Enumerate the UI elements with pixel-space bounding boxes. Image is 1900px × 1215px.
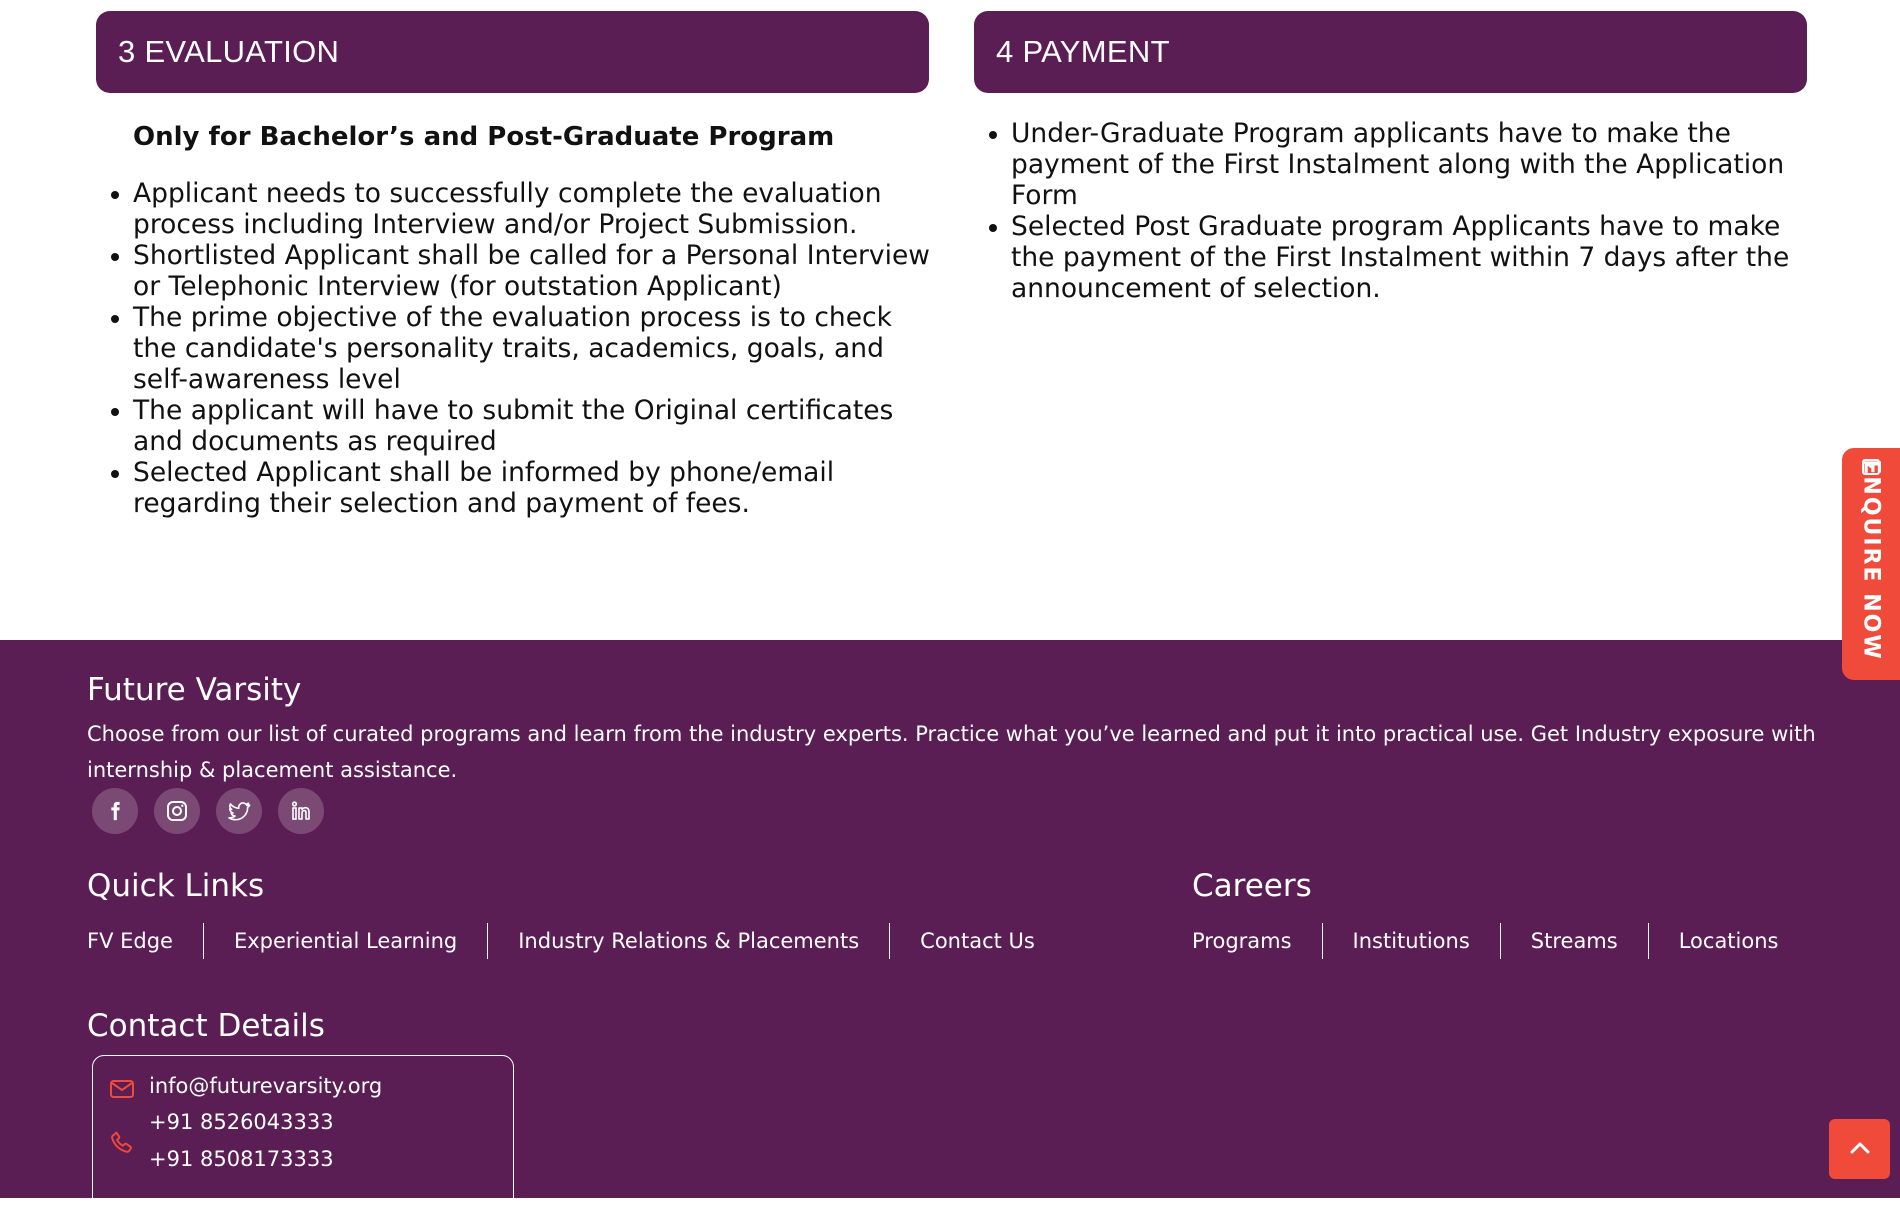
payment-content bbox=[1011, 118, 1811, 304]
footer-about: Choose from our list of curated programs and learn from the industry experts. Practice what you’ve learned and put it into practical use. Get Industry exposure with internship & placement assistance. bbox=[87, 722, 1816, 782]
list-item: The applicant will have to submit the Original certificates and documents as required bbox=[133, 395, 933, 457]
link-streams[interactable]: Streams bbox=[1500, 923, 1648, 959]
careers-title: Careers bbox=[1192, 868, 1312, 904]
evaluation-list bbox=[133, 178, 933, 519]
chevron-up-icon bbox=[1849, 1140, 1871, 1159]
evaluation-header: 3 EVALUATION bbox=[96, 11, 929, 93]
scroll-to-top-button[interactable] bbox=[1829, 1119, 1890, 1179]
list-item: Shortlisted Applicant shall be called for a Personal Interview or Telephonic Interview (for outstation Applicant) bbox=[133, 240, 933, 302]
payment-header: 4 PAYMENT bbox=[974, 11, 1807, 93]
link-contact-us[interactable]: Contact Us bbox=[889, 923, 1065, 959]
linkedin-icon[interactable] bbox=[278, 788, 324, 834]
phone-icon bbox=[109, 1128, 135, 1161]
quick-links bbox=[87, 923, 1065, 959]
list-item: Selected Post Graduate program Applicants have to make the payment of the First Instalment within 7 days after the announcement of selection. bbox=[1011, 211, 1811, 304]
enquire-now-label: ENQUIRE NOW bbox=[1858, 459, 1884, 661]
link-locations[interactable]: Locations bbox=[1648, 923, 1809, 959]
evaluation-content bbox=[133, 120, 933, 519]
link-institutions[interactable]: Institutions bbox=[1322, 923, 1500, 959]
social-links bbox=[92, 788, 324, 834]
link-experiential-learning[interactable]: Experiential Learning bbox=[203, 923, 487, 959]
footer-brand: Future Varsity bbox=[87, 672, 302, 708]
contact-phone-2[interactable]: +91 8508173333 bbox=[149, 1147, 334, 1171]
contact-email[interactable]: info@futurevarsity.org bbox=[149, 1074, 383, 1098]
link-programs[interactable]: Programs bbox=[1192, 929, 1292, 953]
instagram-icon[interactable] bbox=[154, 788, 200, 834]
mail-icon bbox=[109, 1078, 135, 1105]
evaluation-subheading: Only for Bachelor’s and Post-Graduate Program bbox=[133, 122, 835, 152]
link-fv-edge[interactable]: FV Edge bbox=[87, 929, 173, 953]
twitter-icon[interactable] bbox=[216, 788, 262, 834]
contact-details-title: Contact Details bbox=[87, 1008, 325, 1044]
contact-box bbox=[92, 1055, 514, 1215]
facebook-icon[interactable] bbox=[92, 788, 138, 834]
site-footer bbox=[0, 640, 1900, 1198]
list-item: Under-Graduate Program applicants have to make the payment of the First Instalment along with the Application Form bbox=[1011, 118, 1811, 211]
list-item: Selected Applicant shall be informed by phone/email regarding their selection and payment of fees. bbox=[133, 457, 933, 519]
list-item: The prime objective of the evaluation process is to check the candidate's personality traits, academics, goals, and self-awareness level bbox=[133, 302, 933, 395]
contact-phone-1[interactable]: +91 8526043333 bbox=[149, 1110, 334, 1134]
quick-links-title: Quick Links bbox=[87, 868, 265, 904]
careers-links bbox=[1192, 923, 1808, 959]
list-item: Applicant needs to successfully complete the evaluation process including Interview and/or Project Submission. bbox=[133, 178, 933, 240]
payment-list bbox=[1011, 118, 1811, 304]
link-industry-relations[interactable]: Industry Relations & Placements bbox=[487, 923, 889, 959]
enquire-now-button[interactable] bbox=[1842, 448, 1900, 680]
